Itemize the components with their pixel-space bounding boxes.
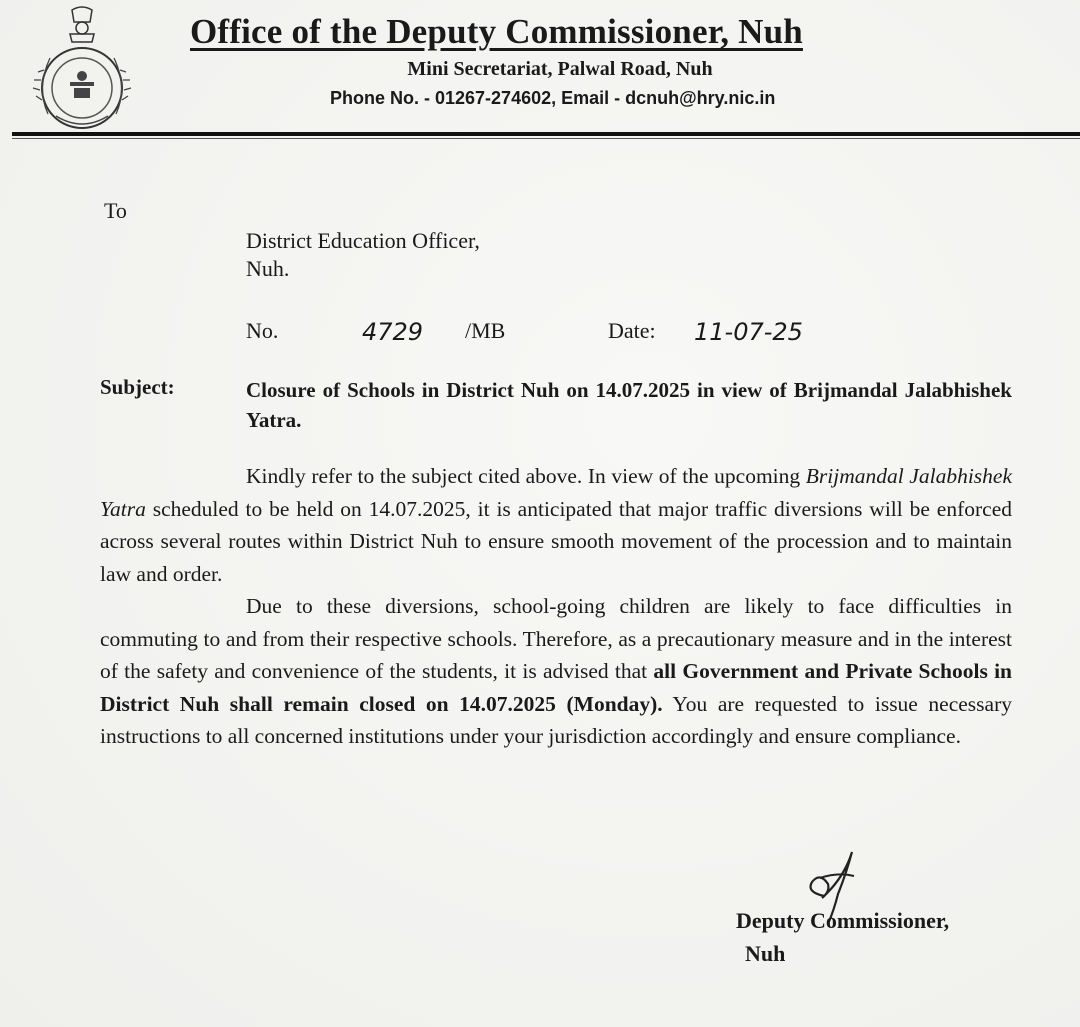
letter-body [100, 460, 1012, 753]
office-title: Office of the Deputy Commissioner, Nuh [190, 12, 803, 51]
body-paragraph-1 [100, 460, 1012, 590]
office-address: Mini Secretariat, Palwal Road, Nuh [407, 58, 713, 80]
paragraph-1-text-a: Kindly refer to the subject cited above. In view of the upcoming [246, 464, 806, 488]
closure-notice-bold: all Government and Private Schools in District Nuh shall remain closed on 14.07.2025 (Monday). [100, 659, 1013, 716]
recipient-line-2: Nuh. [246, 256, 290, 281]
reference-number-suffix: /MB [465, 318, 506, 343]
signatory-place: Nuh [745, 941, 786, 966]
recipient-line-1: District Education Officer, [246, 228, 480, 253]
yatra-name-italic: Brijmandal Jalabhishek Yatra [100, 464, 1012, 521]
reference-number-label: No. [246, 318, 279, 343]
office-contact: Phone No. - 01267-274602, Email - dcnuh@hry.nic.in [330, 88, 776, 108]
paragraph-1-text-b: scheduled to be held on 14.07.2025, it is anticipated that major traffic diversions will be enforced across several routes within District Nuh to ensure smooth movement of the procession and to maintain law and order. [100, 496, 1012, 586]
subject-text: Closure of Schools in District Nuh on 14.07.2025 in view of Brijmandal Jalabhishek Yatra. [246, 378, 1012, 432]
body-paragraph-2 [100, 590, 1012, 753]
date-label: Date: [608, 318, 656, 343]
letterhead-divider-thin [12, 138, 1080, 139]
letterhead-divider [12, 132, 1080, 136]
paragraph-2-text-a: Due to these diversions, school-going children are likely to face difficulties in commuting to and from their respective schools. Therefore, as a precautionary measure and in the interest of the safety and convenience of the students, it is advised that [100, 594, 1012, 683]
paragraph-2-text-b: You are requested to issue necessary instructions to all concerned institutions under your jurisdiction accordingly and ensure compliance. [100, 691, 1012, 748]
subject-label: Subject: [100, 375, 175, 399]
reference-number-handwritten: 4729 [362, 318, 424, 346]
signatory-title: Deputy Commissioner, [736, 908, 950, 933]
date-handwritten: 11-07-25 [694, 318, 803, 346]
to-label: To [104, 198, 127, 223]
